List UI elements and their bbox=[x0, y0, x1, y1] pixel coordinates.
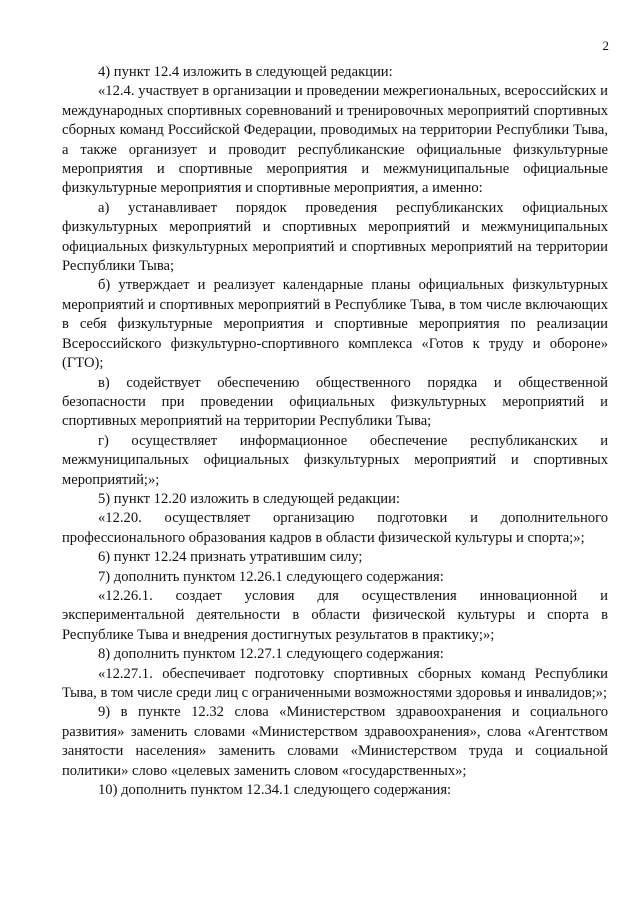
paragraph-clause-12-4: «12.4. участвует в организации и проведении межрегиональных, всероссийских и международных спортивных соревнований и тренировочных мероприятий спортивных сборных команд Российской Федерации, проводимых на территории Республики Тыва, а также организует и проводит республиканские официальные физкультурные мероприятия и спортивные мероприятия и межмуниципальные официальные физкультурные мероприятия и спортивные мероприятия, а именно: bbox=[62, 83, 608, 197]
paragraph-item-5: 5) пункт 12.20 изложить в следующей редакции: bbox=[98, 490, 400, 507]
paragraph-subitem-a: а) устанавливает порядок проведения республиканских официальных физкультурных мероприятий и спортивных мероприятий и межмуниципальных официальных физкультурных мероприятий и спортивных мероприятий на территории Республики Тыва; bbox=[62, 199, 608, 275]
paragraph-subitem-b: б) утверждает и реализует календарные планы официальных физкультурных мероприятий и спортивных мероприятий в Республике Тыва, в том числе включающих в себя физкультурные мероприятия и спортивные мероприятия по реализации Всероссийского физкультурно-спортивного комплекса «Готов к труду и обороне» (ГТО); bbox=[62, 277, 608, 372]
paragraph-item-10: 10) дополнить пунктом 12.34.1 следующего содержания: bbox=[98, 782, 452, 799]
paragraph-item-8: 8) дополнить пунктом 12.27.1 следующего содержания: bbox=[98, 646, 444, 663]
paragraph-item-4: 4) пункт 12.4 изложить в следующей редакции: bbox=[98, 64, 393, 80]
paragraph-item-9: 9) в пункте 12.32 слова «Министерством здравоохранения и социального развития» заменить словами «Министерством здравоохранения», слова «Агентством занятости населения» заменить словами «Министерством труда и социальной политики» слово «целевых заменить словом «государственных»; bbox=[62, 704, 608, 779]
paragraph-subitem-v: в) содействует обеспечению общественного порядка и общественной безопасности при проведении официальных физкультурных мероприятий и спортивных мероприятий на территории Республики Тыва; bbox=[62, 374, 608, 430]
paragraph-clause-12-27-1: «12.27.1. обеспечивает подготовку спортивных сборных команд Республики Тыва, в том числе среди лиц с ограниченными возможностями здоровья и инвалидов;»; bbox=[62, 665, 608, 701]
paragraph-clause-12-20: «12.20. осуществляет организацию подготовки и дополнительного профессионального образования кадров в области физической культуры и спорта;»; bbox=[62, 510, 608, 546]
paragraph-item-7: 7) дополнить пунктом 12.26.1 следующего содержания: bbox=[98, 568, 444, 585]
page-number: 2 bbox=[602, 38, 609, 53]
paragraph-clause-12-26-1: «12.26.1. создает условия для осуществления инновационной и экспериментальной деятельности в области физической культуры и спорта в Республике Тыва и внедрения достигнутых результатов в практику;»; bbox=[62, 587, 608, 643]
paragraph-item-6: 6) пункт 12.24 признать утратившим силу; bbox=[98, 549, 363, 566]
paragraph-subitem-g: г) осуществляет информационное обеспечение республиканских и межмуниципальных официальных физкультурных мероприятий и спортивных мероприятий;»; bbox=[62, 432, 608, 488]
